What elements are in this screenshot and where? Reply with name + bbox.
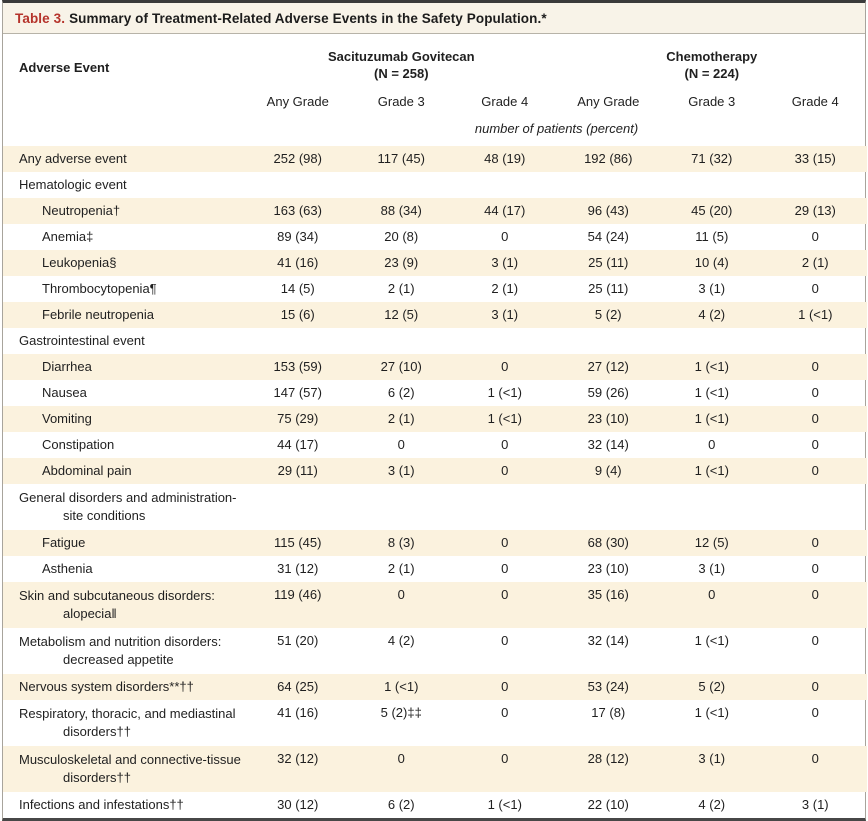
cell-value: 0 [453, 458, 557, 484]
cell-value: 0 [764, 458, 868, 484]
table-row [3, 484, 867, 530]
cell-value: 33 (15) [764, 146, 868, 172]
cell-value [246, 328, 350, 354]
cell-value: 4 (2) [660, 302, 764, 328]
table-row [3, 302, 867, 328]
cell-value: 2 (1) [387, 281, 415, 296]
cell-value: 1 (<1) [660, 458, 764, 484]
table-row [3, 406, 867, 432]
row-header-label: Adverse Event [19, 60, 110, 75]
cell-value: 1 (<1) [487, 385, 522, 400]
cell-value: 0 [501, 561, 509, 576]
row-label-runover: site conditions [63, 508, 146, 523]
cell-value: 1 (<1) [764, 302, 868, 328]
cell-value: 0 [453, 354, 557, 380]
cell-value: 41 (16) [246, 250, 350, 276]
row-label: Fatigue [3, 530, 246, 556]
cell-value: 54 (24) [587, 229, 629, 244]
cell-value: 32 (12) [246, 746, 350, 792]
cell-value: 44 (17) [277, 437, 319, 452]
cell-value: 88 (34) [350, 198, 454, 224]
cell-value: 89 (34) [277, 229, 319, 244]
cell-value: 59 (26) [587, 385, 629, 400]
cell-value: 1 (<1) [694, 385, 729, 400]
row-label: Anemia‡ [42, 229, 94, 244]
row-label: Gastrointestinal event [19, 333, 145, 348]
cell-value: 0 [453, 530, 557, 556]
cell-value: 0 [811, 561, 819, 576]
cell-value [557, 484, 661, 530]
row-label: Febrile neutropenia [3, 302, 246, 328]
subheader-row [3, 84, 867, 113]
cell-value: 68 (30) [557, 530, 661, 556]
cell-value: 117 (45) [350, 146, 454, 172]
col-header: Grade 3 [688, 94, 736, 109]
cell-value: 4 (2) [698, 797, 726, 812]
cell-value: 0 [397, 437, 405, 452]
cell-value: 32 (14) [587, 437, 629, 452]
table-title-bar [3, 3, 865, 34]
cell-value: 0 [764, 530, 868, 556]
cell-value: 0 [501, 437, 509, 452]
group-header-chemotherapy [557, 34, 868, 84]
row-label: Hematologic event [19, 177, 127, 192]
table-row [3, 746, 867, 792]
cell-value [660, 484, 764, 530]
cell-value: 20 (8) [384, 229, 419, 244]
row-label: Vomiting [3, 406, 246, 432]
row-label: Diarrhea [3, 354, 246, 380]
cell-value [660, 328, 764, 354]
cell-value: 15 (6) [246, 302, 350, 328]
cell-value: 28 (12) [557, 746, 661, 792]
cell-value: 25 (11) [557, 250, 661, 276]
row-label: Skin and subcutaneous disorders: alopecia‖ [3, 582, 246, 628]
row-label: General disorders and administration- site conditions [3, 484, 246, 530]
cell-value: 53 (24) [557, 674, 661, 700]
cell-value: 27 (12) [557, 354, 661, 380]
cell-value: 48 (19) [453, 146, 557, 172]
cell-value: 10 (4) [660, 250, 764, 276]
table-number-label: Table 3. [15, 11, 66, 26]
cell-value: 23 (9) [350, 250, 454, 276]
cell-value: 0 [501, 229, 509, 244]
units-note: number of patients (percent) [474, 121, 639, 136]
cell-value [246, 484, 350, 530]
cell-value: 2 (1) [764, 250, 868, 276]
cell-value: 0 [811, 437, 819, 452]
cell-value: 64 (25) [246, 674, 350, 700]
cell-value: 75 (29) [246, 406, 350, 432]
row-label: Metabolism and nutrition disorders: decreased appetite [3, 628, 246, 674]
cell-value [764, 484, 868, 530]
cell-value: 29 (13) [764, 198, 868, 224]
cell-value: 3 (1) [453, 302, 557, 328]
units-spacer [3, 113, 246, 146]
table-row [3, 700, 867, 746]
cell-value: 23 (10) [587, 561, 629, 576]
row-label: Constipation [42, 437, 115, 452]
row-label: Nervous system disorders**†† [3, 674, 246, 700]
cell-value: 147 (57) [273, 385, 322, 400]
cell-value: 51 (20) [277, 633, 319, 648]
row-label-runover: disorders†† [63, 770, 131, 785]
cell-value [453, 484, 557, 530]
group-n: (N = 224) [684, 66, 740, 81]
cell-value [453, 172, 557, 198]
row-label: Thrombocytopenia¶ [42, 281, 157, 296]
table-row [3, 224, 867, 250]
cell-value: 0 [764, 406, 868, 432]
cell-value: 32 (14) [587, 633, 629, 648]
cell-value: 0 [501, 705, 509, 720]
col-header: Any Grade [577, 94, 640, 109]
cell-value [350, 328, 454, 354]
cell-value [350, 172, 454, 198]
table-row [3, 674, 867, 700]
cell-value: 0 [811, 229, 819, 244]
cell-value: 1 (<1) [453, 406, 557, 432]
cell-value: 0 [453, 582, 557, 628]
cell-value: 3 (1) [801, 797, 829, 812]
row-label: Neutropenia† [3, 198, 246, 224]
row-label: Leukopenia§ [3, 250, 246, 276]
cell-value: 0 [764, 746, 868, 792]
row-label-runover: alopecia‖ [63, 606, 117, 621]
cell-value: 12 (5) [350, 302, 454, 328]
table-row [3, 328, 867, 354]
cell-value [660, 172, 764, 198]
cell-value: 1 (<1) [660, 354, 764, 380]
cell-value: 35 (16) [557, 582, 661, 628]
cell-value: 0 [764, 354, 868, 380]
table-container [2, 0, 866, 821]
cell-value: 14 (5) [280, 281, 315, 296]
table-row [3, 628, 867, 674]
table-body [3, 146, 867, 818]
cell-value: 22 (10) [587, 797, 629, 812]
cell-value: 17 (8) [591, 705, 626, 720]
cell-value: 8 (3) [350, 530, 454, 556]
group-header-row [3, 34, 867, 84]
col-header: Grade 3 [377, 94, 425, 109]
cell-value: 1 (<1) [350, 674, 454, 700]
col-header: Grade 4 [791, 94, 839, 109]
cell-value: 0 [764, 674, 868, 700]
table-row [3, 530, 867, 556]
row-label: Nausea [42, 385, 87, 400]
cell-value: 3 (1) [698, 281, 726, 296]
cell-value: 30 (12) [277, 797, 319, 812]
row-label: Infections and infestations†† [19, 797, 184, 812]
table-title: Summary of Treatment-Related Adverse Events in the Safety Population.* [69, 11, 547, 26]
row-label: Respiratory, thoracic, and mediastinal disorders†† [3, 700, 246, 746]
cell-value: 3 (1) [453, 250, 557, 276]
col-header: Grade 4 [481, 94, 529, 109]
row-label: Abdominal pain [3, 458, 246, 484]
cell-value: 2 (1) [387, 561, 415, 576]
cell-value: 0 [453, 674, 557, 700]
cell-value: 2 (1) [350, 406, 454, 432]
cell-value: 71 (32) [660, 146, 764, 172]
cell-value: 0 [660, 582, 764, 628]
cell-value: 11 (5) [695, 229, 729, 244]
cell-value: 0 [501, 633, 509, 648]
table-row [3, 146, 867, 172]
cell-value: 0 [811, 385, 819, 400]
cell-value: 3 (1) [698, 561, 726, 576]
table-row [3, 380, 867, 406]
table-row [3, 792, 867, 818]
cell-value: 6 (2) [387, 385, 415, 400]
cell-value: 0 [811, 281, 819, 296]
cell-value [764, 328, 868, 354]
cell-value: 0 [811, 705, 819, 720]
cell-value: 5 (2)‡‡ [380, 705, 422, 720]
cell-value: 29 (11) [246, 458, 350, 484]
cell-value [764, 172, 868, 198]
subheader-spacer [3, 84, 246, 113]
adverse-events-table [3, 34, 867, 818]
cell-value [350, 484, 454, 530]
cell-value: 3 (1) [350, 458, 454, 484]
cell-value: 44 (17) [453, 198, 557, 224]
table-row [3, 432, 867, 458]
table-row [3, 582, 867, 628]
table-row [3, 458, 867, 484]
cell-value: 45 (20) [660, 198, 764, 224]
cell-value: 1 (<1) [660, 406, 764, 432]
cell-value: 2 (1) [491, 281, 519, 296]
row-label: Any adverse event [3, 146, 246, 172]
cell-value: 0 [453, 746, 557, 792]
cell-value: 5 (2) [660, 674, 764, 700]
cell-value: 9 (4) [557, 458, 661, 484]
cell-value [557, 172, 661, 198]
cell-value: 5 (2) [557, 302, 661, 328]
cell-value: 27 (10) [350, 354, 454, 380]
cell-value: 31 (12) [277, 561, 319, 576]
cell-value [557, 328, 661, 354]
cell-value [246, 172, 350, 198]
cell-value: 153 (59) [246, 354, 350, 380]
cell-value: 192 (86) [557, 146, 661, 172]
table-row [3, 198, 867, 224]
row-label: Musculoskeletal and connective-tissue disorders†† [3, 746, 246, 792]
cell-value: 12 (5) [660, 530, 764, 556]
cell-value: 0 [764, 582, 868, 628]
cell-value: 41 (16) [277, 705, 319, 720]
cell-value [453, 328, 557, 354]
cell-value: 1 (<1) [694, 705, 729, 720]
cell-value: 115 (45) [246, 530, 350, 556]
cell-value: 119 (46) [246, 582, 350, 628]
row-label-runover: disorders†† [63, 724, 131, 739]
group-n: (N = 258) [373, 66, 429, 81]
group-name: Sacituzumab Govitecan [327, 49, 475, 64]
cell-value: 0 [708, 437, 716, 452]
cell-value: 252 (98) [246, 146, 350, 172]
units-note-row [3, 113, 867, 146]
table-row [3, 172, 867, 198]
cell-value: 0 [811, 633, 819, 648]
table-row [3, 556, 867, 582]
cell-value: 96 (43) [557, 198, 661, 224]
group-header-sacituzumab [246, 34, 557, 84]
table-row [3, 354, 867, 380]
cell-value: 1 (<1) [694, 633, 729, 648]
group-name: Chemotherapy [666, 49, 758, 64]
cell-value: 25 (11) [588, 281, 629, 296]
cell-value: 6 (2) [387, 797, 415, 812]
cell-value: 4 (2) [387, 633, 415, 648]
cell-value: 3 (1) [660, 746, 764, 792]
cell-value: 163 (63) [246, 198, 350, 224]
cell-value: 0 [350, 582, 454, 628]
table-row [3, 276, 867, 302]
cell-value: 1 (<1) [487, 797, 522, 812]
row-label-runover: decreased appetite [63, 652, 174, 667]
cell-value: 0 [350, 746, 454, 792]
table-row [3, 250, 867, 276]
row-label: Asthenia [42, 561, 93, 576]
col-header: Any Grade [266, 94, 329, 109]
cell-value: 23 (10) [557, 406, 661, 432]
